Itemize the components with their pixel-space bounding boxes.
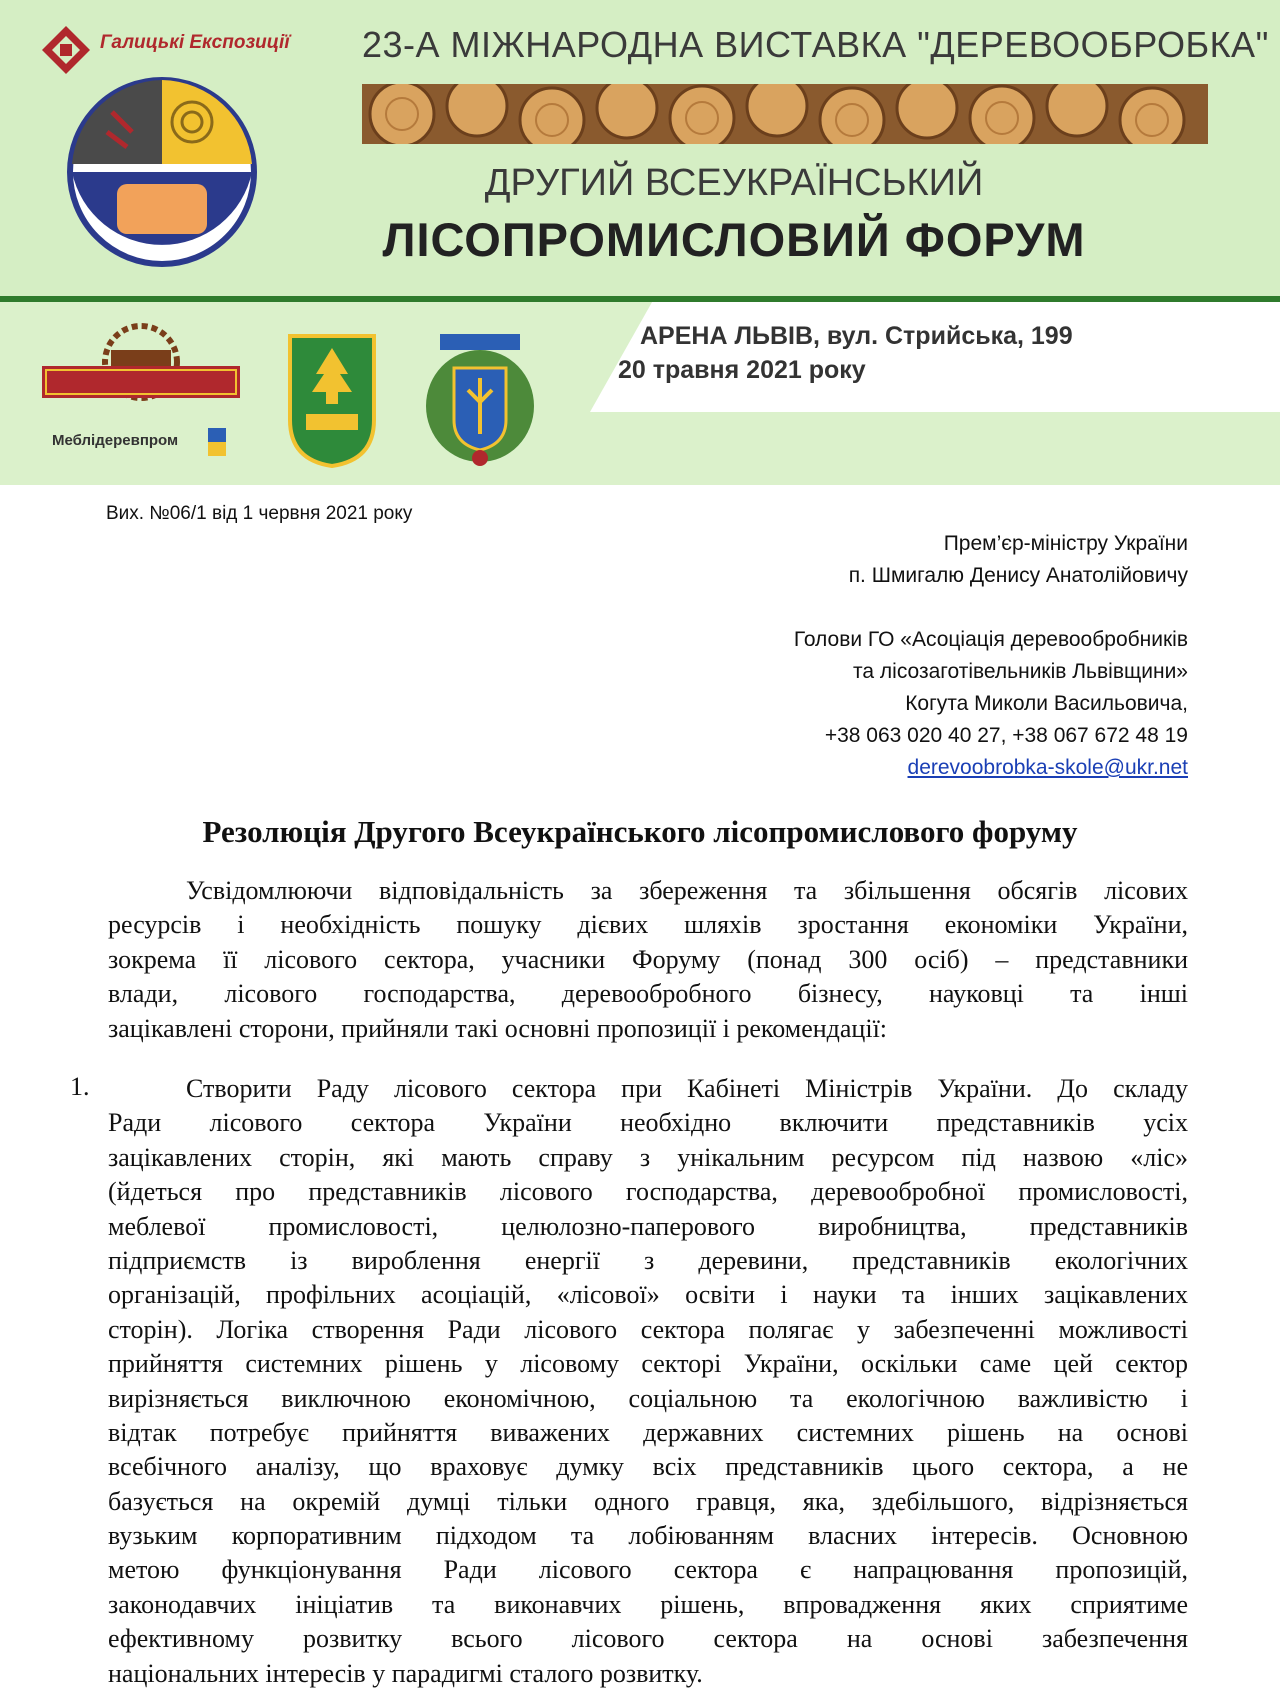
organizer-name: Галицькі Експозиції: [100, 32, 290, 53]
paragraph-line: зацікавлених сторін, які мають справу з унікальним ресурсом під назвою «ліс»: [108, 1142, 1188, 1172]
resolution-title: Резолюція Другого Всеукраїнського лісопромислового форуму: [202, 814, 1078, 849]
forum-title: ЛІСОПРОМИСЛОВИЙ ФОРУМ: [382, 213, 1086, 266]
paragraph-line: законодавчих ініціатив та виконавчих рішень, впровадження яких сприятиме: [108, 1589, 1188, 1619]
paragraph-line: сторін). Логіка створення Ради лісового сектора полягає у забезпеченні можливості: [108, 1314, 1188, 1344]
paragraph-line: (йдеться про представників лісового господарства, деревообробної промисловості,: [108, 1177, 1188, 1207]
sender-line-2: та лісозаготівельників Львівщини»: [853, 660, 1188, 683]
addressee-name: п. Шмигалю Денису Анатолійовичу: [848, 564, 1188, 587]
sender-email-row: [908, 752, 1188, 784]
paragraph-line: всебічного аналізу, що враховує думку всіх представників цього сектора, а не: [108, 1452, 1188, 1482]
sender-line-1: Голови ГО «Асоціація деревообробників: [793, 628, 1188, 651]
event-banner: [0, 0, 1280, 485]
paragraph-line: Ради лісового сектора України необхідно включити представників усіх: [108, 1108, 1188, 1138]
paragraph-line: вузьким корпоративним підходом та лобіюванням власних інтересів. Основною: [108, 1521, 1188, 1551]
expo-title: 23-А МІЖНАРОДНА ВИСТАВКА "ДЕРЕВООБРОБКА": [362, 24, 1269, 65]
event-venue: АРЕНА ЛЬВІВ, вул. Стрийська, 199: [640, 322, 1073, 350]
paragraph-line: зацікавлені сторони, прийняли такі основні пропозиції і рекомендації:: [108, 1013, 888, 1043]
paragraph-line: влади, лісового господарства, деревообробного бізнесу, науковці та інші: [108, 979, 1188, 1009]
natu-university-logo-icon: [282, 330, 382, 470]
galytski-expozytsii-logo-icon: [38, 22, 94, 78]
paragraph-line: метою функціонування Ради лісового сектора є напрацювання пропозицій,: [108, 1555, 1188, 1585]
intro-paragraph: [108, 874, 1188, 1046]
forum-subtitle: ДРУГИЙ ВСЕУКРАЇНСЬКИЙ: [484, 162, 984, 204]
addressee-title: Прем’єр-міністру України: [943, 532, 1188, 555]
logs-photo-strip: [362, 84, 1208, 144]
paragraph-line: меблевої промисловості, целюлозно-паперового виробництва, представників: [108, 1211, 1188, 1241]
woodworkers-association-logo-icon: [36, 322, 246, 422]
paragraph-line: Усвідомлюючи відповідальність за збереження та збільшення обсягів лісових: [186, 876, 1188, 905]
paragraph-line: Створити Раду лісового сектора при Кабінеті Міністрів України. До складу: [186, 1074, 1188, 1103]
item-1-paragraph: [108, 1072, 1188, 1691]
paragraph-line: вирізняється виключною економічною, соціальною та екологічною важливістю і: [108, 1383, 1188, 1413]
paragraph-line: відтак потребує прийняття виважених державних системних рішень на основі: [108, 1417, 1188, 1447]
outgoing-number: Вих. №06/1 від 1 червня 2021 року: [106, 503, 413, 524]
paragraph-line: прийняття системних рішень у лісовому секторі України, оскільки саме цей сектор: [108, 1349, 1188, 1379]
meblidrevprom-logo-icon: [208, 428, 226, 456]
paragraph-line: ресурсів і необхідність пошуку дієвих шляхів зростання економіки України,: [108, 910, 1188, 940]
paragraph-line: організацій, профільних асоціацій, «лісової» освіти і науки та інших зацікавлених: [108, 1280, 1188, 1310]
item-number: 1.: [70, 1072, 90, 1101]
sender-email-link[interactable]: derevoobrobka-skole@ukr.net: [907, 756, 1188, 779]
sender-phones: +38 063 020 40 27, +38 067 672 48 19: [824, 724, 1188, 747]
paragraph-line: ефективному розвитку всього лісового сектора на основі забезпечення: [108, 1624, 1188, 1654]
paragraph-line: національних інтересів у парадигмі сталого розвитку.: [108, 1658, 703, 1688]
forestry-agency-coat-of-arms-icon: [418, 328, 542, 468]
paragraph-line: базується на окремій думці тільки одного гравця, яка, здебільшого, відрізняється: [108, 1486, 1188, 1516]
sender-name: Когута Миколи Васильовича,: [905, 692, 1188, 715]
event-date: 20 травня 2021 року: [618, 356, 866, 384]
paragraph-line: зокрема її лісового сектора, учасники Форуму (понад 300 осіб) – представники: [108, 944, 1188, 974]
partner-name-meblidrevprom: Меблідеревпром: [52, 432, 179, 449]
paragraph-line: підприємств із вироблення енергії з деревини, представників екологічних: [108, 1245, 1188, 1275]
